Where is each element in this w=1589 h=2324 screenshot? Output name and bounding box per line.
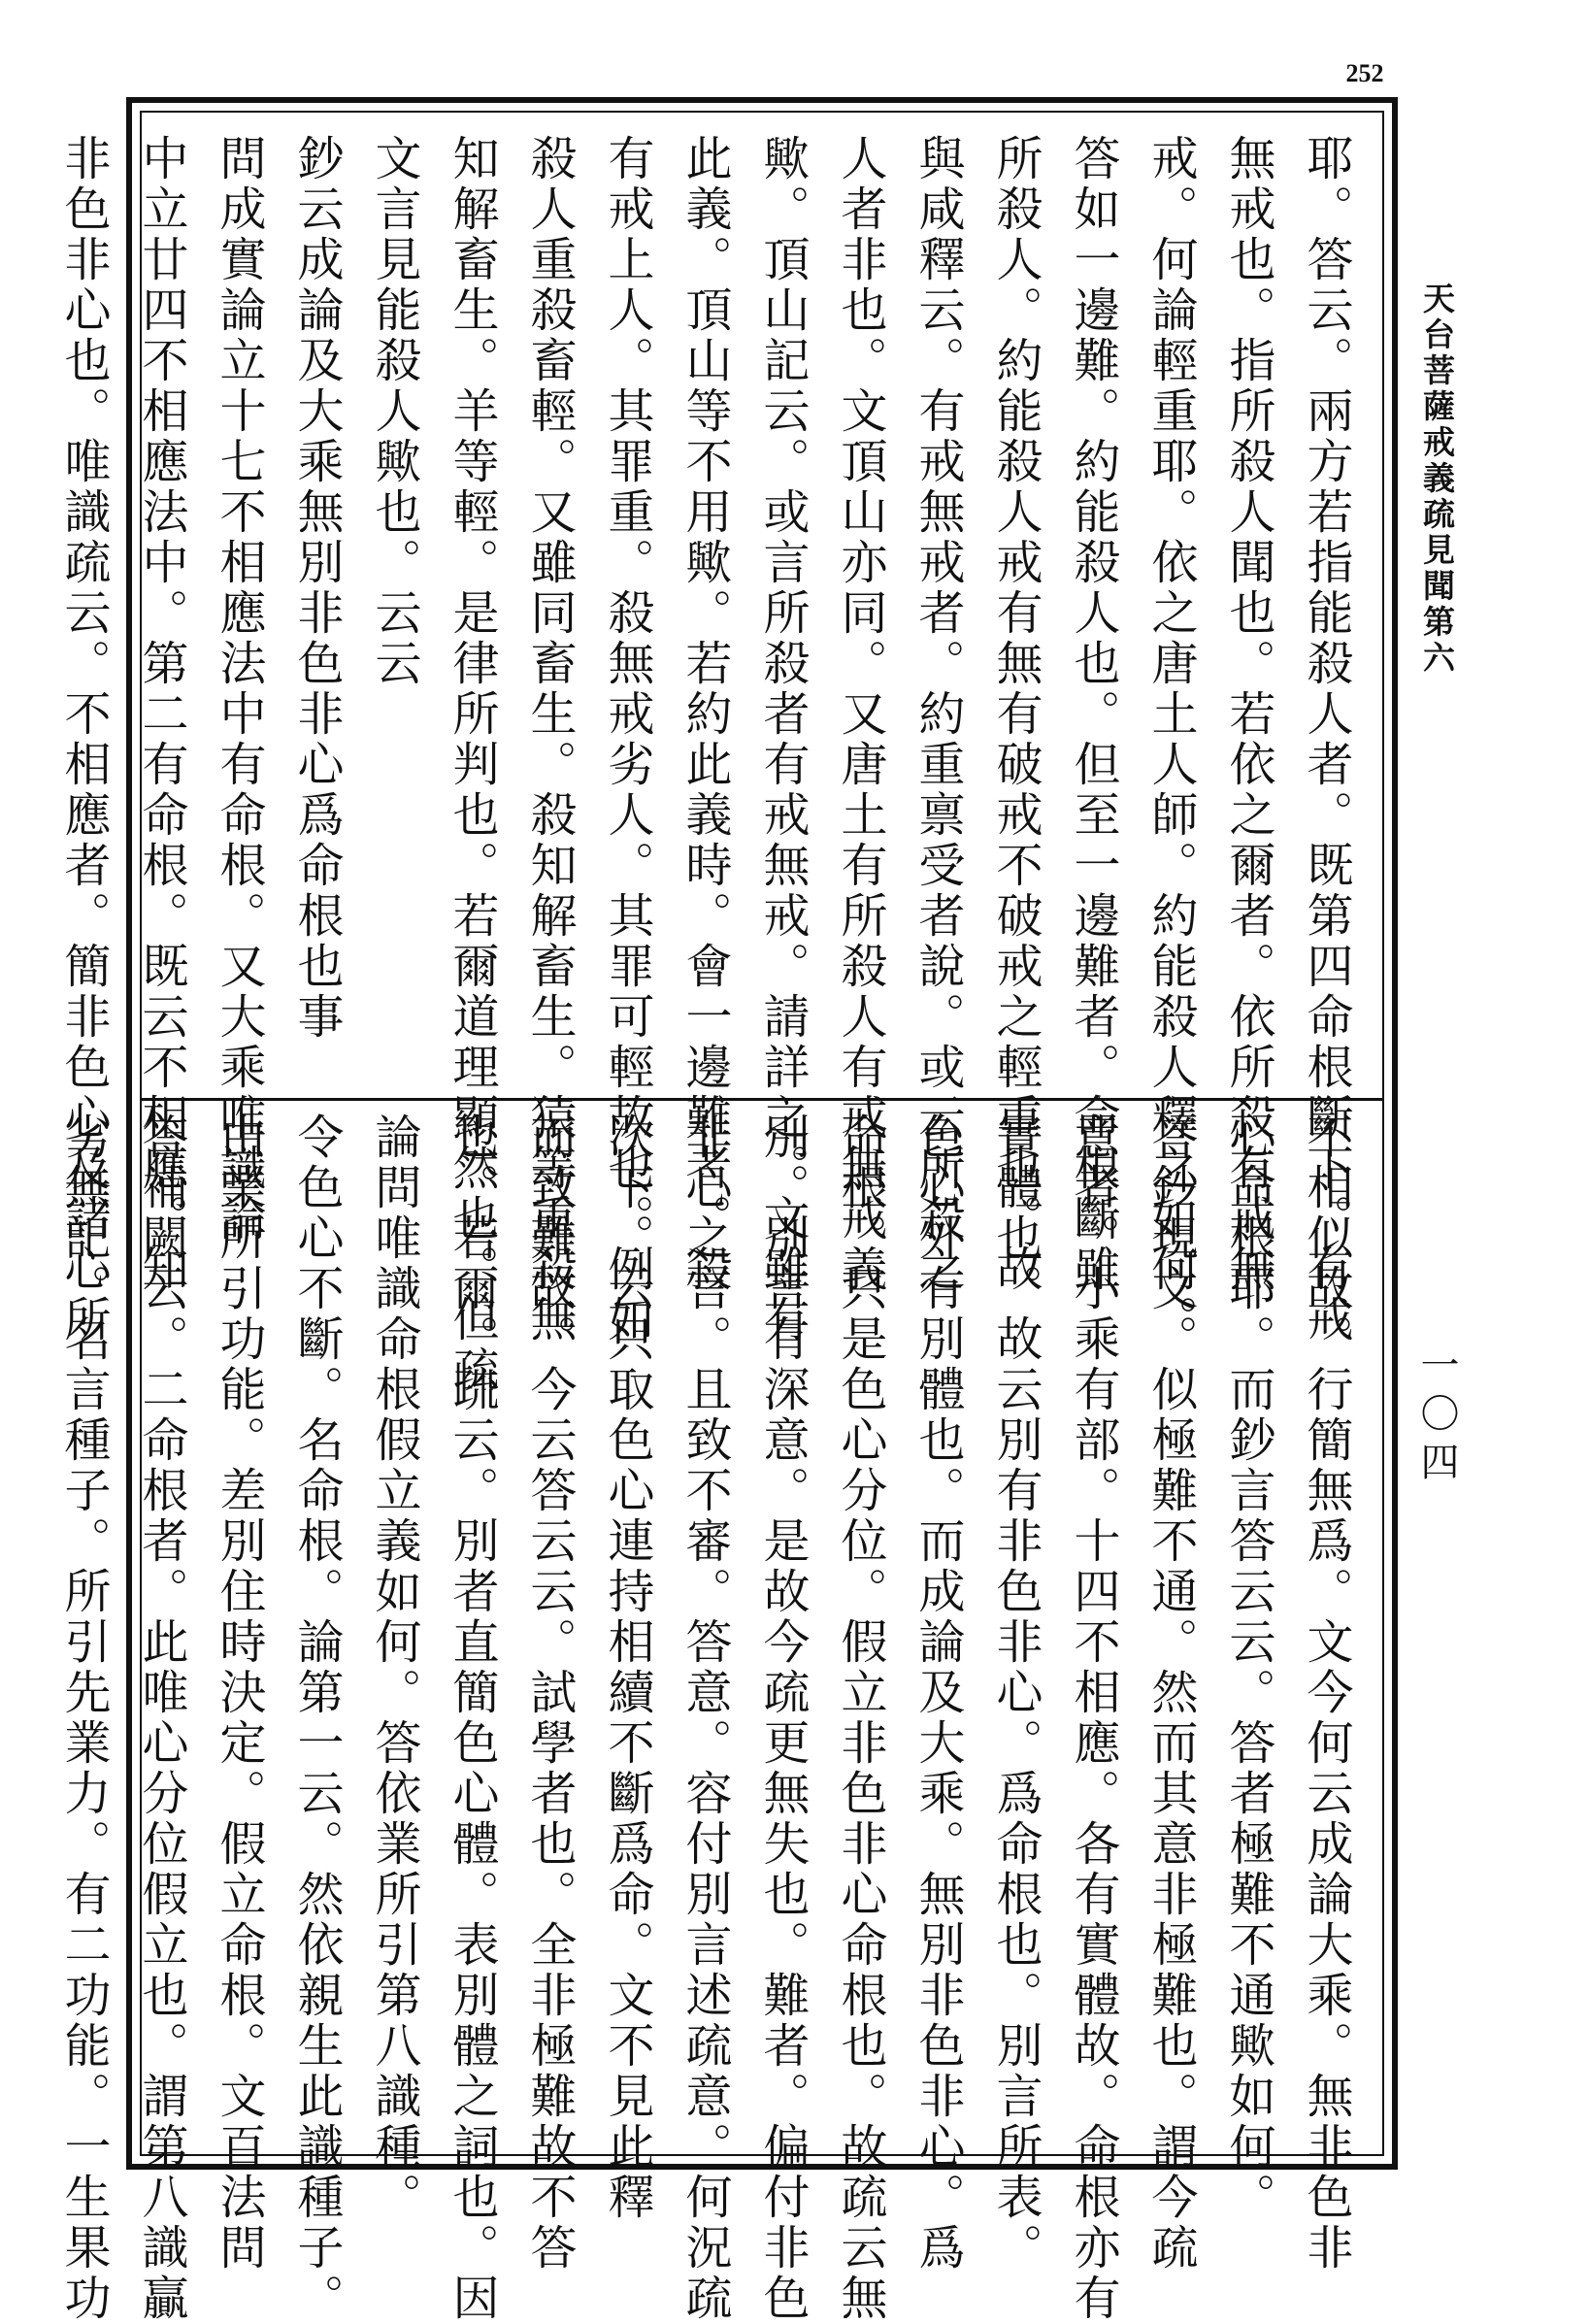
text-column: 問成實論立十七不相應法中有命根。又大乘唯識論 xyxy=(212,134,266,1245)
text-column: 論問唯識命根假立義如何。答依業所引第八識種。 xyxy=(367,1112,421,2223)
text-column: 歟。頂山記云。或言所殺者有戒無戒。請詳之。文雖有 xyxy=(755,134,810,1345)
upper-text-block xyxy=(56,134,1365,1396)
page-frame-inner xyxy=(56,111,1384,2324)
text-column: 次下。云只取色心連持相續不斷爲命。文不見此釋 xyxy=(600,1112,654,2223)
text-column: 答如一邊難。約能殺人也。但至一邊難者。命根斷雖 xyxy=(1066,134,1120,1295)
text-column: 鈔云成論及大乘無別非色非心爲命根也事 xyxy=(289,134,344,1043)
lower-text-block xyxy=(56,1112,1365,2324)
text-column: 答補闕云。二命根者。此唯心分位假立也。謂第八識贏 xyxy=(134,1112,188,2324)
text-column: 劣無記。名言種子。所引先業力。有二功能。一生果功 xyxy=(56,1112,111,2324)
text-column: 無戒也。指所殺人聞也。若依之爾者。依所殺有戒無 xyxy=(1221,134,1275,1295)
text-column: 色心外有別體也。而成論及大乘。無別非色非心。爲 xyxy=(910,1112,965,2274)
text-column: 非色非心也。唯識疏云。不相應者。簡非色心及諸心所 xyxy=(56,134,111,1345)
text-column: 由業所引功能。差別住時決定。假立命根。文百法問 xyxy=(212,1112,266,2274)
text-column: 而致難故。今云答云云。試學者也。全非極難故不答 xyxy=(522,1112,577,2274)
header-title: 天台菩薩戒義疏見聞第六 xyxy=(1418,282,1456,677)
text-column: 與咸釋云。有戒無戒者。約重禀受者說。或云所殺之 xyxy=(910,134,965,1295)
text-column: 耶。答云。兩方若指能殺人者。既第四命根斷下。有戒 xyxy=(1299,134,1353,1345)
text-column: 所殺人。約能殺人戒有無有破戒不破戒之輕重也。故 xyxy=(988,134,1043,1295)
text-column: 實體也。故云別有非色非心。爲命根也。別言所表。 xyxy=(988,1112,1043,2274)
text-column: 知解畜生。羊等輕。是律所判也。若爾道理顯然也。但疏 xyxy=(445,134,499,1396)
folio-number: 一〇四 xyxy=(1414,1345,1459,1490)
text-column: 此義。頂山等不用歟。若約此義時。會一邊難者。殺 xyxy=(678,134,732,1295)
text-column: 命根。只是色心分位。假立非色非心命根也。故疏云無 xyxy=(833,1112,887,2324)
text-column: 也。若爾。疏云。別者直簡色心體。表別體之詞也。因 xyxy=(445,1112,499,2324)
text-column: 有戒上人。其罪重。殺無戒劣人。其罪可輕故也。例如 xyxy=(600,134,654,1345)
section-divider xyxy=(142,1098,1382,1101)
text-column: 心命根耶。而鈔言答云云。答者極難不通歟如何。 xyxy=(1221,1112,1275,2223)
text-column: 別。別言有深意。是故今疏更無失也。難者。偏付非色 xyxy=(755,1112,810,2324)
text-column: 不相似故。行簡無爲。文今何云成論大乘。無非色非 xyxy=(1299,1112,1353,2274)
page-number: 252 xyxy=(1345,59,1384,87)
page-frame xyxy=(56,97,1398,2324)
text-column: 人者非也。文頂山亦同。又唐土有所殺人有戒無戒義 xyxy=(833,134,887,1295)
text-column: 令色心不斷。名命根。論第一云。然依親生此識種子。 xyxy=(289,1112,344,2324)
text-column: 意者。小乘有部。十四不相應。各有實體故。命根亦有 xyxy=(1066,1112,1120,2324)
text-column: 中立廿四不相應法中。第二有命根。既云不相應。知 xyxy=(134,134,188,1295)
text-column: 答鈔現文。似極難不通。然而其意非極難也。謂今疏 xyxy=(1143,1112,1198,2274)
text-column: 非心之言。且致不審。答意。容付別言述疏意。何況疏 xyxy=(678,1112,732,2324)
text-column: 殺人重殺畜輕。又雖同畜生。殺知解畜生。猿等重殺無 xyxy=(522,134,577,1345)
text-column: 文言見能殺人歟也。云云 xyxy=(367,134,421,689)
text-column: 戒。何論輕重耶。依之唐土人師。約能殺人釋之如何。 xyxy=(1143,134,1198,1345)
